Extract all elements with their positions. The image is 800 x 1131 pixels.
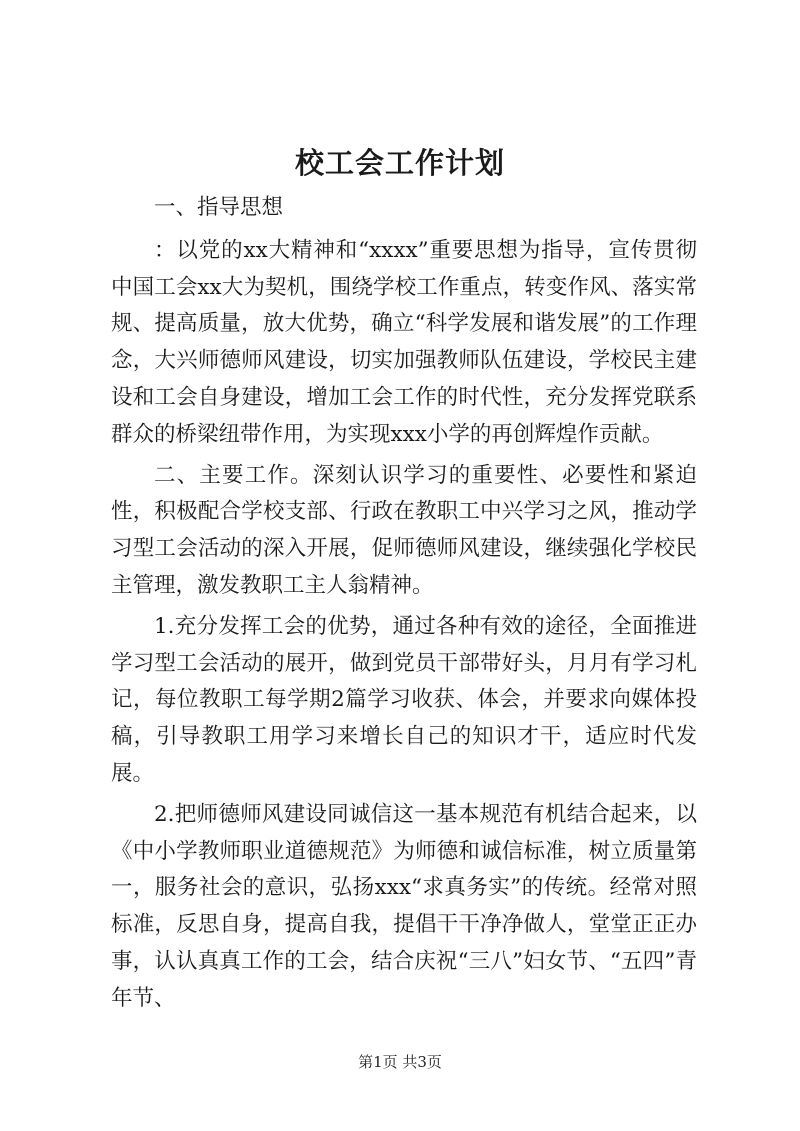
paragraph-item-2: 2.把师德师风建设同诚信这一基本规范有机结合起来，以《中小学教师职业道德规范》为师德和诚信标准，树立质量第一，服务社会的意识，弘扬xxx“求真务实”的传统。经常对照标准，反思自身，提高自我，提倡干干净净做人，堂堂正正办事，认认真真工作的工会，结合庆祝“三八”妇女节、“五四”青年节、 <box>111 801 697 1011</box>
paragraph-guiding-ideology: ：以党的xx大精神和“xxxx”重要思想为指导，宣传贯彻中国工会xx大为契机，围绕学校工作重点，转变作风、落实常规、提高质量，放大优势，确立“科学发展和谐发展”的工作理念，大兴师德师风建设，切实加强教师队伍建设，学校民主建设和工会自身建设，增加工会工作的时代性，充分发挥党联系群众的桥梁纽带作用，为实现xxx小学的再创辉煌作贡献。 <box>111 237 697 447</box>
document-body <box>111 190 697 1022</box>
paragraph-main-work: 二、主要工作。深刻认识学习的重要性、必要性和紧迫性，积极配合学校支部、行政在教职工中兴学习之风，推动学习型工会活动的深入开展，促师德师风建设，继续强化学校民主管理，激发教职工主人翁精神。 <box>111 462 697 598</box>
section-heading-guiding-ideology: 一、指导思想 <box>154 195 284 220</box>
paragraph-item-1: 1.充分发挥工会的优势，通过各种有效的途径，全面推进学习型工会活动的展开，做到党员干部带好头，月月有学习札记，每位教职工每学期2篇学习收获、体会，并要求向媒体投稿，引导教职工用学习来增长自己的知识才干，适应时代发展。 <box>111 613 697 786</box>
document-title: 校工会工作计划 <box>294 146 505 180</box>
page-footer: 第1页 共3页 <box>358 1053 442 1071</box>
